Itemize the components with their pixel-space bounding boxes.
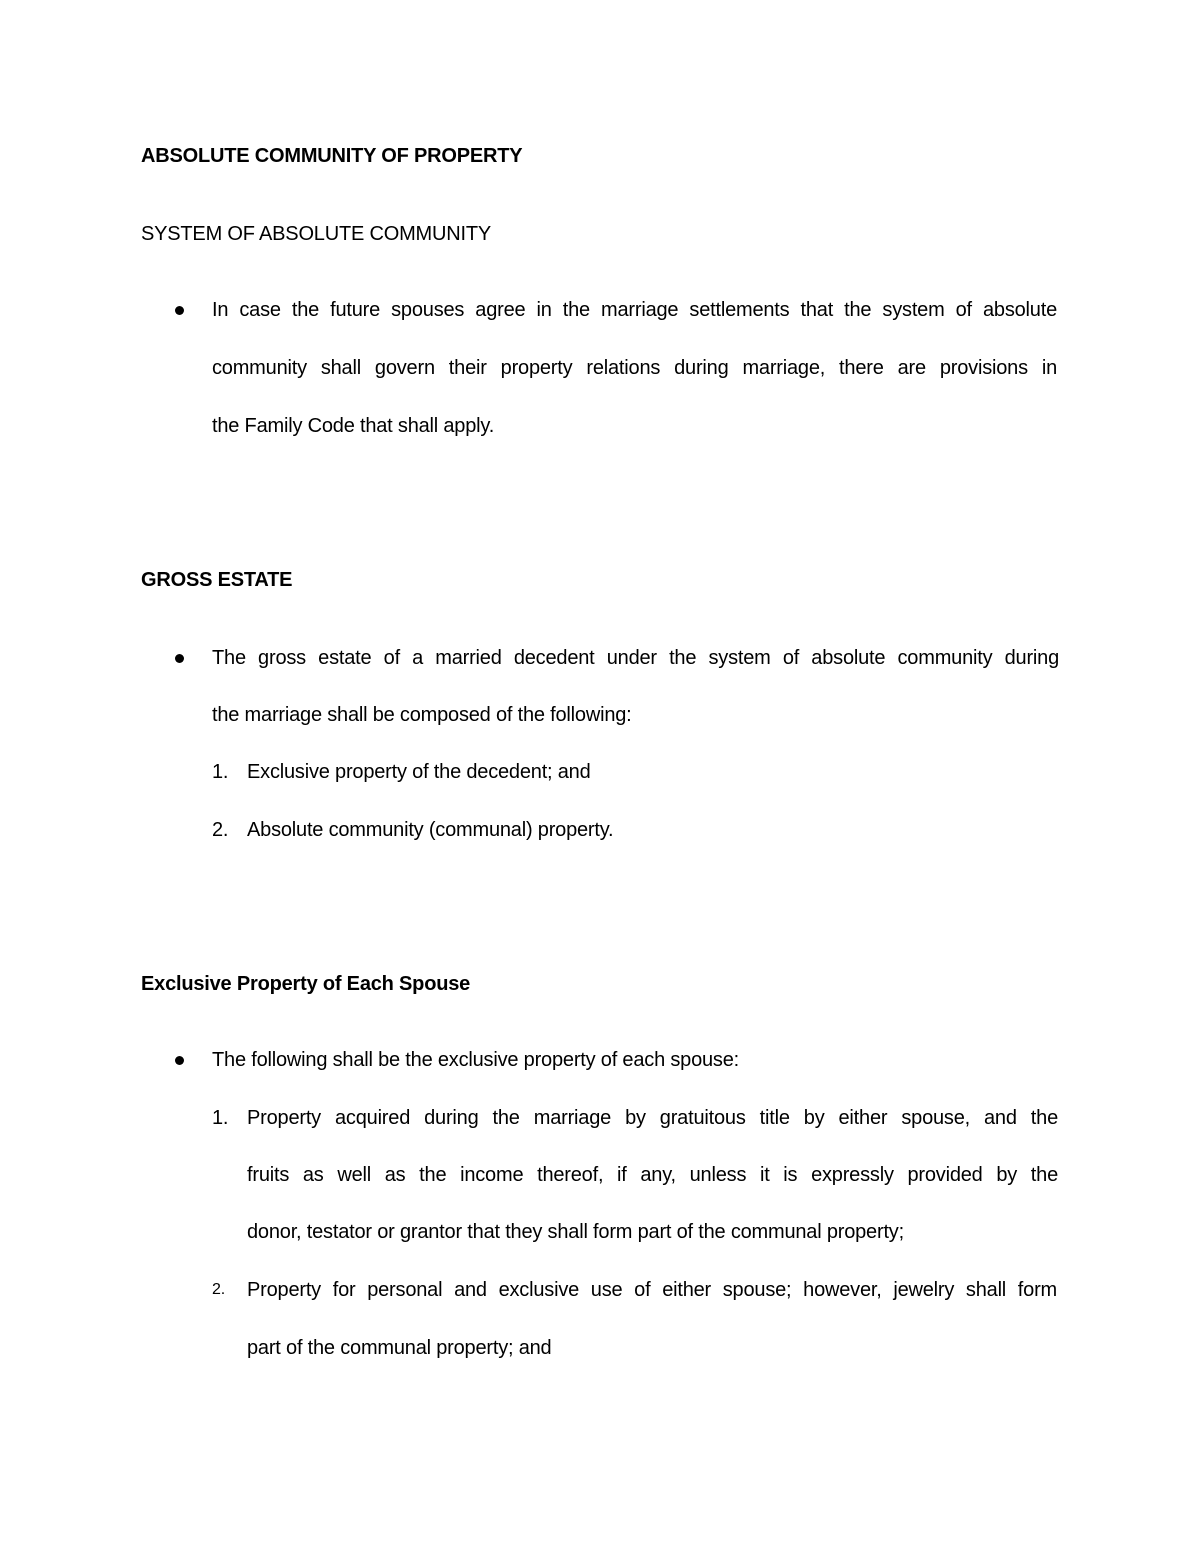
list-item: Absolute community (communal) property. (247, 819, 614, 841)
paragraph-line: the marriage shall be composed of the following: (212, 704, 632, 726)
section-subtitle: SYSTEM OF ABSOLUTE COMMUNITY (141, 223, 491, 245)
list-item-line: fruits as well as the income thereof, if any, unless it is expressly provided by the (247, 1164, 1058, 1186)
bullet-icon (175, 1056, 184, 1065)
list-item-line: Property acquired during the marriage by gratuitous title by either spouse, and the (247, 1107, 1058, 1129)
list-number: 2. (212, 1281, 225, 1298)
list-number: 2. (212, 819, 229, 841)
list-item-line: donor, testator or grantor that they shall form part of the communal property; (247, 1221, 904, 1243)
list-item-line: part of the communal property; and (247, 1337, 552, 1359)
section-heading: Exclusive Property of Each Spouse (141, 973, 471, 995)
bullet-icon (175, 654, 184, 663)
list-item: Exclusive property of the decedent; and (247, 761, 591, 783)
list-number: 1. (212, 761, 229, 783)
paragraph-line: The following shall be the exclusive property of each spouse: (212, 1049, 739, 1071)
list-number: 1. (212, 1107, 229, 1129)
paragraph-line: the Family Code that shall apply. (212, 415, 495, 437)
paragraph-line: In case the future spouses agree in the marriage settlements that the system of absolute (212, 299, 1057, 321)
document-title: ABSOLUTE COMMUNITY OF PROPERTY (141, 145, 523, 167)
paragraph-line: The gross estate of a married decedent under the system of absolute community during (212, 647, 1059, 669)
paragraph-line: community shall govern their property relations during marriage, there are provisions in (212, 357, 1057, 379)
bullet-icon (175, 306, 184, 315)
section-heading: GROSS ESTATE (141, 569, 293, 591)
list-item-line: Property for personal and exclusive use of either spouse; however, jewelry shall form (247, 1279, 1057, 1301)
